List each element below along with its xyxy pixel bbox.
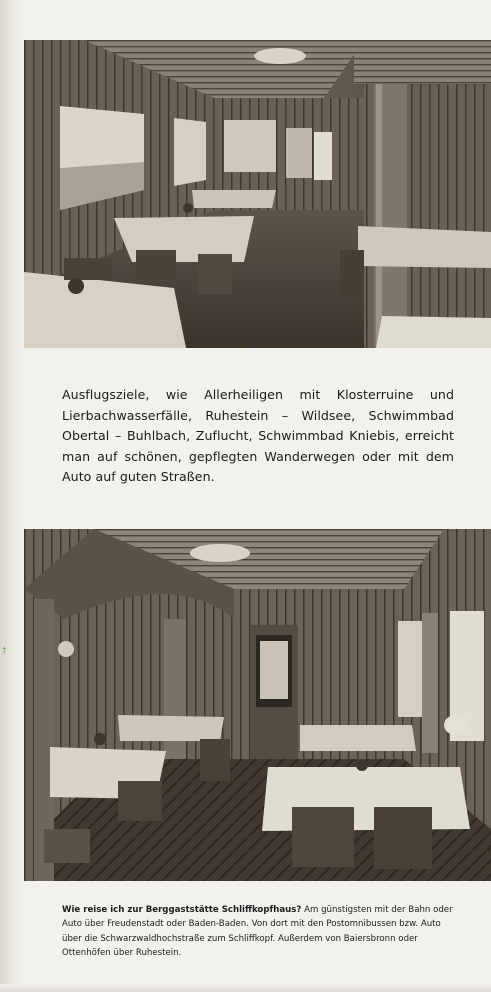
photo-dining-room-top-image (24, 40, 491, 348)
body-text: Ausflugsziele, wie Allerheiligen mit Klosterruine und Lierbachwasserfälle, Ruhestein – Wildsee, Schwimmbad Obertal – Buhlbach, Zuflucht, Schwimmbad Kniebis, erreicht man auf schönen, gepflegten Wanderwegen oder mit dem Auto auf guten Straßen. (62, 387, 454, 484)
margin-mark: † (2, 646, 7, 656)
travel-caption (62, 903, 458, 960)
page-bottom-edge (0, 984, 491, 992)
page-left-edge (0, 0, 22, 992)
photo-dining-room-bottom-image (24, 529, 491, 881)
photo-dining-room-bottom (24, 529, 491, 881)
caption-text: Am günstigsten mit der Bahn oder Auto über Freudenstadt oder Baden-Baden. Von dort mit den Postomnibussen bzw. Auto über die Schwarzwaldhochstraße zum Schliffkopf. Außerdem von Baiersbronn oder Ottenhöfen über Ruhestein. (62, 905, 453, 958)
photo-dining-room-top (24, 40, 491, 348)
caption-lead: Wie reise ich zur Berggaststätte Schliffkopfhaus? (62, 905, 302, 915)
